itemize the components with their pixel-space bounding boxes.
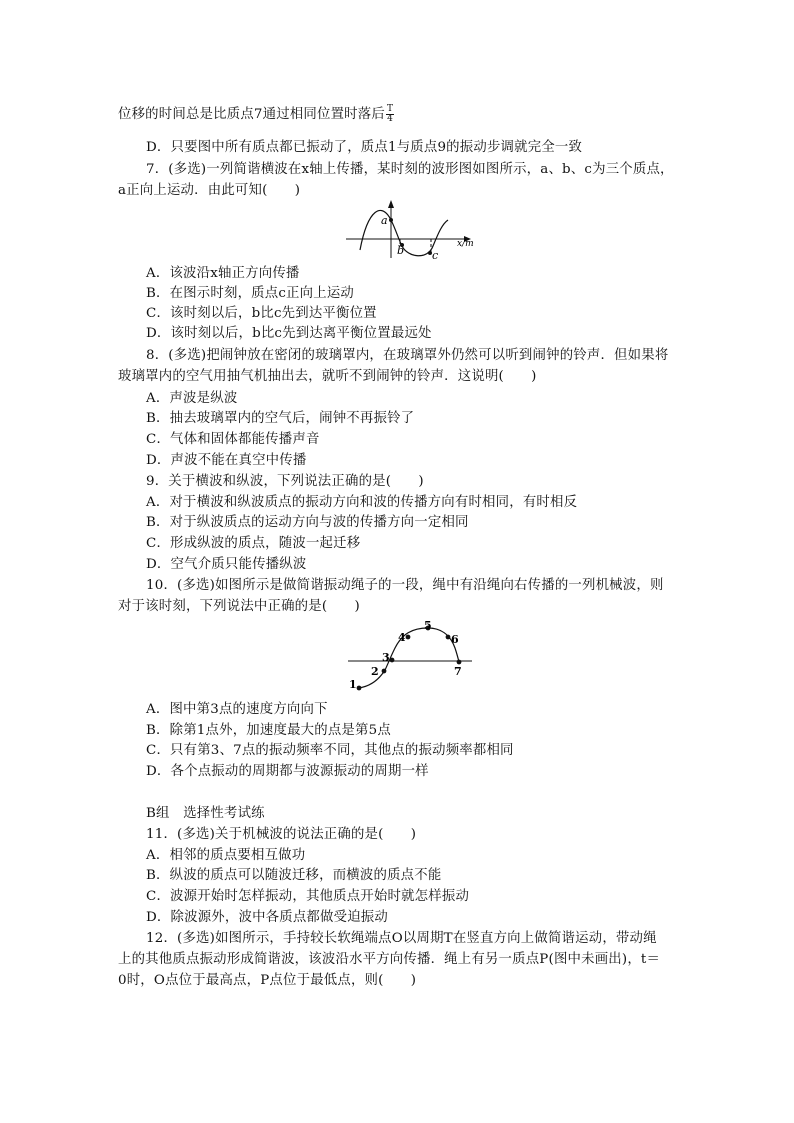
text-line-1: 位移的时间总是比质点7通过相同位置时落后 $\frac{T}{4}$ [118, 104, 394, 124]
fraction-t-over-4: $\frac{T}{4}$ [386, 104, 394, 124]
q8-stem-line-1: 8．(多选)把闹钟放在密闭的玻璃罩内，在玻璃罩外仍然可以听到闹钟的铃声．但如果将 [146, 348, 669, 363]
rope-label-4: 4 [398, 631, 406, 644]
rope-label-6: 6 [451, 633, 459, 646]
rope-label-2: 2 [371, 665, 379, 678]
q11-option-d: D．除波源外，波中各质点都做受迫振动 [146, 910, 388, 925]
q9-option-c: C．形成纵波的质点，随波一起迁移 [146, 536, 361, 551]
q10-stem-line-2: 对于该时刻，下列说法中正确的是( ) [118, 599, 360, 614]
y-axis-arrow-icon [388, 200, 394, 208]
q7-option-b: B．在图示时刻，质点c正向上运动 [146, 286, 355, 301]
rope-point-4 [406, 635, 411, 640]
q7-option-d: D．该时刻以后，b比c先到达离平衡位置最远处 [146, 326, 432, 341]
q8-option-a: A．声波是纵波 [146, 391, 238, 406]
q11-option-c: C．波源开始时怎样振动，其他质点开始时就怎样振动 [146, 889, 470, 904]
q11-stem: 11．(多选)关于机械波的说法正确的是( ) [146, 827, 417, 842]
rope-point-6 [446, 635, 451, 640]
q9-stem: 9．关于横波和纵波，下列说法正确的是( ) [146, 474, 424, 489]
rope-point-2 [382, 669, 387, 674]
label-a: a [381, 214, 388, 227]
rope-point-3 [390, 658, 395, 663]
q7-option-a: A．该波沿x轴正方向传播 [146, 266, 300, 281]
q7-option-c: C．该时刻以后，b比c先到达平衡位置 [146, 306, 377, 321]
q10-option-d: D．各个点振动的周期都与波源振动的周期一样 [146, 764, 429, 779]
q10-stem-line-1: 10．(多选)如图所示是做简谐振动绳子的一段，绳中有沿绳向右传播的一列机械波，则 [146, 578, 664, 593]
label-c: c [432, 249, 439, 262]
q12-stem-line-3: 0时，O点位于最高点，P点位于最低点，则( ) [118, 973, 417, 988]
q10-option-b: B．除第1点外，加速度最大的点是第5点 [146, 723, 391, 738]
rope-point-1 [357, 686, 362, 691]
q9-option-d: D．空气介质只能传播纵波 [146, 557, 307, 572]
point-a [389, 218, 393, 222]
q11-option-a: A．相邻的质点要相互做功 [146, 848, 306, 863]
section-heading-b: B组 选择性考试练 [146, 806, 265, 821]
q7-stem-line-2: a正向上运动．由此可知( ) [118, 183, 301, 198]
q10-option-a: A．图中第3点的速度方向向下 [146, 702, 328, 717]
q12-stem-line-1: 12．(多选)如图所示，手持较长软绳端点O以周期T在竖直方向上做简谐运动，带动绳 [146, 931, 657, 946]
q8-option-b: B．抽去玻璃罩内的空气后，闹钟不再振铃了 [146, 411, 415, 426]
q8-stem-line-2: 玻璃罩内的空气用抽气机抽出去，就听不到闹钟的铃声．这说明( ) [118, 369, 537, 384]
q10-option-c: C．只有第3、7点的振动频率不同，其他点的振动频率都相同 [146, 743, 514, 758]
rope-label-7: 7 [454, 665, 462, 678]
q6-option-d: D．只要图中所有质点都已振动了，质点1与质点9的振动步调就完全一致 [146, 140, 583, 155]
q10-rope-figure [340, 618, 480, 696]
rope-label-1: 1 [349, 678, 357, 691]
q11-option-b: B．纵波的质点可以随波迁移，而横波的质点不能 [146, 868, 442, 883]
q9-option-b: B．对于纵波质点的运动方向与波的传播方向一定相同 [146, 515, 469, 530]
axis-label-x: x/m [457, 239, 474, 249]
q7-stem-line-1: 7．(多选)一列简谐横波在x轴上传播，某时刻的波形图如图所示，a、b、c为三个质点， [146, 162, 674, 177]
q7-wave-figure [340, 198, 480, 262]
rope-label-5: 5 [424, 619, 432, 632]
rope-point-7 [457, 660, 462, 665]
q9-option-a: A．对于横波和纵波质点的振动方向和波的传播方向有时相同，有时相反 [146, 495, 578, 510]
label-b: b [397, 244, 405, 257]
q8-option-c: C．气体和固体都能传播声音 [146, 432, 320, 447]
rope-label-3: 3 [382, 651, 390, 664]
q12-stem-line-2: 上的其他质点振动形成简谐波，该波沿水平方向传播．绳上有另一质点P(图中未画出)，t＝ [118, 952, 661, 967]
q8-option-d: D．声波不能在真空中传播 [146, 453, 307, 468]
